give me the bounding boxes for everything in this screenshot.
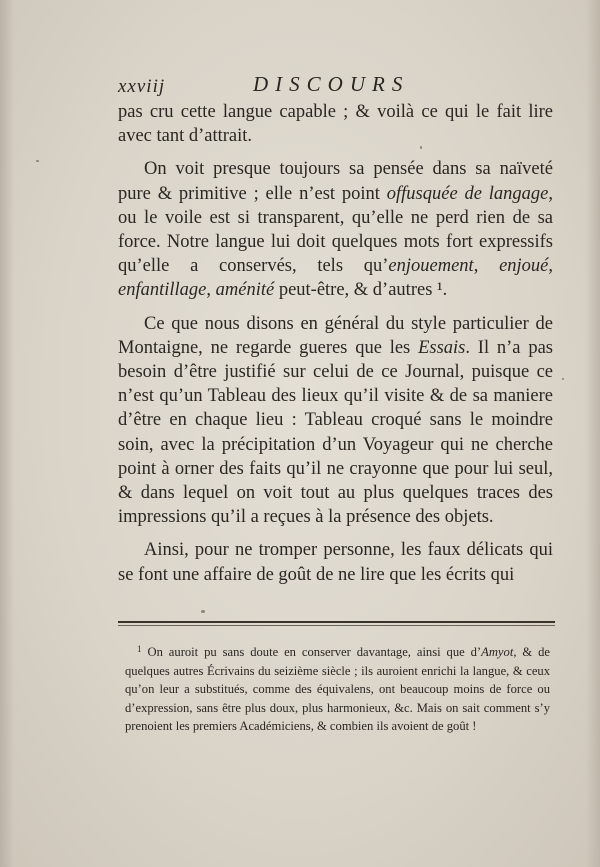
footnote-separator-rule bbox=[118, 621, 555, 623]
footnote-separator-rule-thin bbox=[118, 625, 555, 626]
paragraph-2 bbox=[118, 157, 553, 302]
paper-speck bbox=[420, 146, 422, 149]
paragraph-2-text-6: peut-être, & d’autres bbox=[274, 280, 438, 301]
footnote-text-1: On auroit pu sans doute en conserver davantage, ainsi que d’ bbox=[147, 645, 482, 659]
paper-speck bbox=[562, 378, 564, 380]
footnote-text-2: , & de quelques autres Écrivains du seizième siècle ; ils auroient enrichi la langue, & ceux qu’on leur a substitués, comme des équivalens, ont beaucoup moins de force ou d’expression, sans être plus doux, plus harmonieux, &c. Mais on sait comment s’y prenoient les premiers Académiciens, & combien ils avoient de goût ! bbox=[125, 645, 550, 734]
paper-speck bbox=[36, 160, 39, 162]
italic-term-offusquee: offusquée de langage bbox=[386, 183, 549, 204]
paragraph-3 bbox=[118, 312, 553, 530]
paragraph-2-text-2: , ou le voile est si transparent, qu’elle ne perd rien de sa force. Notre langue lui doit quelques mots fort expressifs qu’elle a conservés, tels qu’ bbox=[118, 183, 554, 277]
paragraph-2-text-5: , bbox=[206, 280, 216, 301]
paragraph-2-text-1: On voit presque toujours sa pensée dans sa naïveté pure & primitive ; elle n’est point bbox=[118, 159, 553, 204]
footnote-italic-amyot: Amyot bbox=[481, 645, 514, 659]
paper-speck bbox=[201, 610, 205, 613]
page-edge-shadow-left bbox=[0, 0, 14, 867]
paragraph-4: Ainsi, pour ne tromper personne, les faux délicats qui se font une affaire de goût de ne lire que les écrits qui bbox=[118, 540, 553, 585]
body-text bbox=[118, 100, 553, 596]
paragraph-2-text-4: , bbox=[548, 256, 553, 277]
italic-term-essais: Essais bbox=[418, 337, 466, 358]
italic-term-amenite: aménité bbox=[215, 280, 275, 301]
page-header bbox=[118, 72, 558, 98]
footnote-marker: 1 bbox=[137, 644, 142, 654]
italic-term-enjouement: enjouement bbox=[388, 256, 474, 277]
italic-term-enjoue: enjoué bbox=[499, 256, 549, 277]
paragraph-2-text-3: , bbox=[473, 256, 500, 277]
page-edge-shadow-right bbox=[586, 0, 600, 867]
paragraph-1: pas cru cette langue capable ; & voilà ce qui le fait lire avec tant d’attrait. bbox=[118, 102, 553, 147]
running-title: DISCOURS bbox=[253, 72, 410, 96]
paragraph-3-text-1: Ce que nous disons en général du style particulier de Montaigne, ne regarde gueres que les bbox=[118, 313, 553, 358]
footnote-reference: ¹. bbox=[437, 280, 448, 301]
paragraph-3-text-2: . Il n’a pas besoin d’être justifié sur celui de ce Journal, puisque ce n’est qu’un Tableau des lieux qu’il visite & de sa maniere d’être en chaque lieu : Tableau croqué sans le moindre soin, avec la précipitation d’un Voyageur qui ne cherche point à orner des faits qu’il ne crayonne que pour lui seul, & dans lequel on voit tout au plus quelques traces des impressions qu’il a reçues à la présence des objets. bbox=[118, 337, 553, 528]
page-number: xxviij bbox=[118, 76, 166, 97]
italic-term-enfantillage: enfantillage bbox=[118, 280, 207, 301]
footnote bbox=[125, 640, 550, 736]
